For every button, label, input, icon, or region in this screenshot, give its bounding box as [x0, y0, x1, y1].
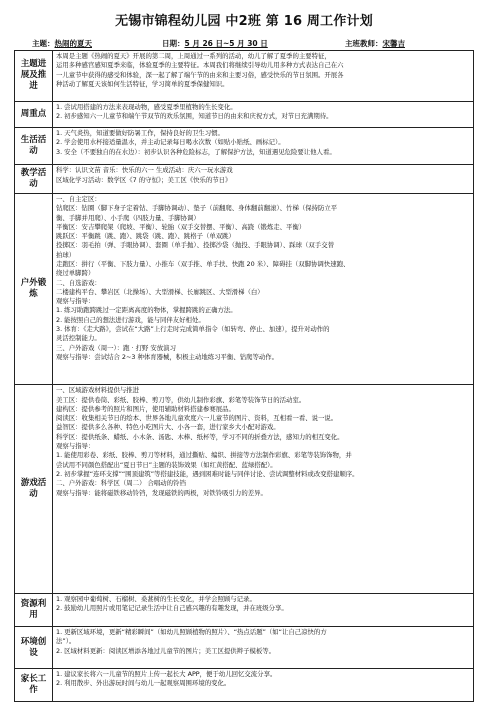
plan-table	[14, 50, 474, 702]
outdoor-line: 钻爬区：钻圈（脚下身子定着钻、手脚协调动）、垫子（前翻爬、身体翻前翻滚）、竹梯（保持防立平	[56, 204, 338, 213]
row-family	[15, 668, 474, 701]
resources-line: 1. 观察园中葡萄树、石榴树、桑葚树的生长变化，并学会照顾与记录。	[56, 595, 256, 604]
content-outdoor	[53, 193, 474, 384]
outdoor-line: 二楼建构平台、攀岩区（北操场）、大型滑梯、长廊跳区、大型滑梯（白）	[56, 287, 264, 296]
row-life	[15, 127, 474, 164]
outdoor-line: 投掷区：羽毛拍（弹、手眼协调）、套圈（单手抛）、投掷沙袋（抛投、手眼协调）、踩球（双手交替	[56, 241, 334, 250]
games-line: 观察与指导：	[56, 442, 95, 451]
teacher-label: 主班教师：	[345, 39, 383, 48]
content-games	[53, 385, 474, 594]
label-games: 游戏活动	[15, 385, 53, 594]
date-label: 日期：	[162, 39, 185, 48]
theme-meta	[32, 38, 92, 49]
outdoor-line: 绕过单脚跨）	[56, 269, 95, 278]
content-theme	[53, 51, 474, 102]
label-family: 家长工作	[15, 668, 53, 701]
outdoor-line: 灵活控制能力。	[56, 334, 101, 343]
life-line: 1. 天气炎热，知道要做好防暑工作，保持良好的卫生习惯。	[56, 128, 224, 137]
games-line: 2. 初步掌握“连环支撑”“围顶建筑”等搭建技能，遇到困难时能与同伴讨论、尝试调整材料或改变搭建顺序。	[56, 469, 359, 478]
outdoor-line: 平衡区：安吉攀爬架（爬坡、平衡）、轮胎（双手交替摆、平衡）、高跷（锻炼走、平衡）	[56, 222, 306, 231]
games-line: 建构区：提供参考的照片和图片，使用辅助材料搭建参赛展品。	[56, 404, 235, 413]
label-environment: 环境创设	[15, 627, 53, 669]
outdoor-line: 1. 练习助跑跨跳过一定距离高度的物体，掌握跨跳的正确方法。	[56, 306, 237, 315]
outdoor-line: 一、自主定区：	[56, 194, 101, 203]
theme-line: 本周是主题《热闹的夏天》开展的第二周，上周通过一系列的活动，幼儿了解了夏季的主要特征，	[56, 52, 331, 60]
label-focus: 周重点	[15, 101, 53, 127]
games-line: 1. 能使用彩卷、彩纸、胶棒、剪刀等材料，通过撕贴、编织、拼接等方法制作彩旗、彩笔等装饰饰物，并	[56, 451, 352, 460]
outdoor-line: 3. 体育：《走大路》，尝试在“大路”上行走时完成简单指令（如转弯、停止、加速），提升对动作的	[56, 325, 330, 334]
games-line: 科学区：提供纸条、蜡纸、小木条、汤匙、木棒、纸杯等，学习不同的折叠方法，感知力的相互变化。	[56, 432, 344, 441]
teacher-meta	[345, 38, 405, 49]
row-environment	[15, 627, 474, 669]
content-life	[53, 127, 474, 164]
row-outdoor	[15, 193, 474, 384]
theme-line: 一儿童节中获得的感受和体验，深一起了解了端午节的由来和主要习俗，感受快乐的节日氛围。开展各	[56, 70, 344, 79]
label-theme: 主题进展及推进	[15, 51, 53, 102]
content-focus	[53, 101, 474, 127]
content-environment	[53, 627, 474, 669]
family-line: 2. 利用散步、外出游玩时间与幼儿一起观察周围环境的变化。	[56, 679, 231, 688]
games-line: 阅读区：收集相关节日的绘本、世界各地儿童欢度六一儿童节的图片、资料，互相看一看、说一说。	[56, 414, 338, 423]
outdoor-line: 三、户外游戏（周一）：跑 · 打野 安放演习	[56, 343, 176, 352]
label-outdoor: 户外锻炼	[15, 193, 53, 384]
theme-label: 主题：	[32, 39, 55, 48]
teacher-value: 宋馨吉	[382, 39, 405, 48]
theme-line: 运用多种感官感知夏季来临，体验夏季的主要特征。本周我们将继续引导幼儿用多种方式表达自己在六	[56, 61, 344, 70]
content-family	[53, 668, 474, 701]
outdoor-line: 拍球）	[56, 250, 76, 259]
environment-line: 2. 区域材料更新：阅读区增添各地过儿童节的图片；美工区提供辫子模板等。	[56, 646, 276, 655]
row-teaching	[15, 165, 474, 194]
games-line: 益智区：提供多么各种、特色小吃图片大、小各一套，进行家乡大小配对游戏。	[56, 423, 280, 432]
outdoor-line: 衡、手脚并用爬）、小手爬（四肢力量、手脚协调）	[56, 213, 200, 222]
row-games	[15, 385, 474, 594]
row-theme	[15, 51, 474, 102]
content-resources	[53, 594, 474, 627]
environment-line: 1. 更新区域环境，更新“精彩瞬间”（如幼儿照顾植物的照片）、“热点话题”（如“让自己凉快的方	[56, 628, 327, 637]
games-line: 尝试用不同颜色搭配出“夏日节日”主题的装饰效果（如红黄搭配、蓝绿搭配）。	[56, 460, 277, 469]
focus-line: 2. 初步感知六一儿童节和端午节双节的欢乐氛围，知道节日的由来和庆祝方式，对节日充满期待。	[56, 111, 333, 120]
outdoor-line: 2. 能按照自己的想法进行游戏，能与同伴友好相处。	[56, 315, 205, 324]
date-meta	[162, 38, 268, 49]
family-line: 1. 建议家长将六一儿童节的照片上传一起长大 APP，便于幼儿回忆交流分享。	[56, 669, 277, 678]
games-line: 美工区：提供卷筒、彩纸、胶棒、剪刀等，供幼儿制作彩旗、彩笔等装饰节日的活动室。	[56, 395, 306, 404]
outdoor-line: 跳跃区：平衡跳（跳、跑）、跳袋（跳、跑）、跳格子（单双跳）	[56, 232, 235, 241]
life-line: 3. 安全（不要独自的在水边）：初步认识各种危险标志，了解保护方法，知道遇见危险要让他人看。	[56, 147, 336, 156]
environment-line: 法”）。	[56, 637, 76, 646]
teaching-line: 科学：认识文苗 音乐：快乐的六一 生成活动：庆六一玩水游戏	[56, 166, 233, 175]
games-line: 一、区域游戏材料提供与推进	[56, 386, 140, 395]
games-line: 二、户外游戏：科学区（周二） 合唱动的铃铛	[56, 479, 186, 488]
games-line: 观察与指导：能将磁铁移动铃铛，发现磁铁的两极，对铁铃吸引力的差异。	[56, 488, 267, 497]
life-line: 2. 学会使用水杯接适量温水，并主动记录每日喝水次数（如贴小贴纸、画标记）。	[56, 138, 285, 147]
page-title: 无锡市锦程幼儿园 中2班 第 16 周工作计划	[115, 14, 373, 29]
resources-line: 2. 鼓励幼儿用照片或用笔记记录生活中让自己感兴趣的有趣发现，并在班级分享。	[56, 604, 288, 613]
focus-line: 1. 尝试用搭建的方法来表现动物，感受夏季里植物的生长变化。	[56, 102, 237, 111]
date-value: 5 月 26 日~5 月 30 日	[184, 39, 268, 48]
outdoor-line: 二、自选游戏：	[56, 278, 101, 287]
outdoor-line: 观察与指导：尝试结合 2~3 种体育器械，积极主动地练习平衡、钻爬等动作。	[56, 352, 279, 361]
label-life: 生活活动	[15, 127, 53, 164]
outdoor-line: 观察与指导：	[56, 297, 95, 306]
theme-value: 热闹的夏天	[54, 39, 92, 48]
row-focus	[15, 101, 474, 127]
outdoor-line: 走跑区：拼行（平衡、下肢力量）、小推车（双手推、单手扶、快跑 20 米）、障碍挂（双脚协调快速跑、	[56, 260, 350, 268]
theme-line: 种活动了解夏天该如何生活特征，学习简单的夏季保健知识。	[56, 79, 229, 88]
label-resources: 资源利用	[15, 594, 53, 627]
teaching-line: 区域化学习活动：数学区《7 的守恒》；美工区《快乐的节日》	[56, 175, 232, 184]
content-teaching	[53, 165, 474, 194]
label-teaching: 教学活动	[15, 165, 53, 194]
row-resources	[15, 594, 474, 627]
